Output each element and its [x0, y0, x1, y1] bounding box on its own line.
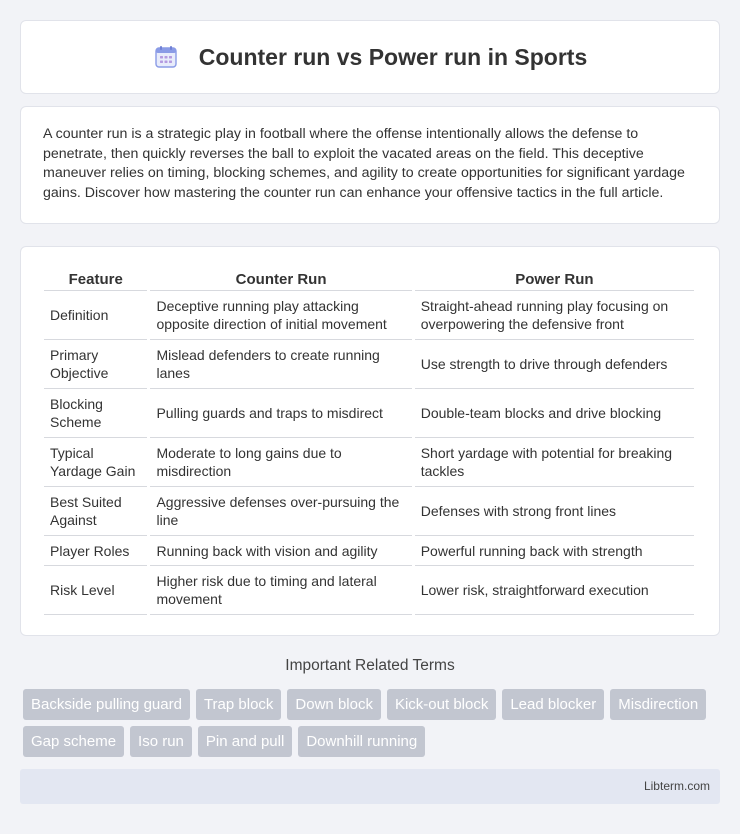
- table-row: [44, 566, 694, 615]
- row-feature: Player Roles: [44, 536, 147, 566]
- page-title: Counter run vs Power run in Sports: [198, 43, 588, 70]
- row-power-value: Defenses with strong front lines: [415, 487, 694, 536]
- tag-kick-out-block[interactable]: Kick-out block: [387, 689, 496, 720]
- table-row: [44, 291, 694, 340]
- title-card: [20, 20, 720, 94]
- table-row: [44, 389, 694, 438]
- row-feature: Definition: [44, 291, 147, 340]
- tag-iso-run[interactable]: Iso run: [130, 726, 192, 757]
- tag-backside-pulling-guard[interactable]: Backside pulling guard: [23, 689, 190, 720]
- footer: [20, 769, 720, 804]
- intro-text: A counter run is a strategic play in football where the offense intentionally allows the defense to penetrate, then quickly reverses the ball to exploit the vacated areas on the field. This deceptive maneuver relies on timing, blocking schemes, and agility to create opportunities for significant yardage gains. Discover how mastering the counter run can enhance your offensive tactics in the full article.: [43, 126, 685, 201]
- table-header-row: [44, 267, 694, 291]
- row-counter-value: Moderate to long gains due to misdirection: [150, 438, 411, 487]
- row-feature: Risk Level: [44, 566, 147, 615]
- row-counter-value: Running back with vision and agility: [150, 536, 411, 566]
- table-row: [44, 487, 694, 536]
- footer-site-link[interactable]: Libterm.com: [643, 779, 710, 793]
- calendar-icon: [153, 44, 179, 70]
- row-power-value: Straight-ahead running play focusing on overpowering the defensive front: [415, 291, 694, 340]
- row-counter-value: Mislead defenders to create running lanes: [150, 340, 411, 389]
- row-feature: Blocking Scheme: [44, 389, 147, 438]
- row-feature: Primary Objective: [44, 340, 147, 389]
- row-feature: Best Suited Against: [44, 487, 147, 536]
- header-counter-run: Counter Run: [150, 267, 411, 291]
- tag-trap-block[interactable]: Trap block: [196, 689, 281, 720]
- intro-card: [20, 106, 720, 224]
- row-power-value: Double-team blocks and drive blocking: [415, 389, 694, 438]
- header-power-run: Power Run: [415, 267, 694, 291]
- table-row: [44, 536, 694, 566]
- row-counter-value: Pulling guards and traps to misdirect: [150, 389, 411, 438]
- tag-down-block[interactable]: Down block: [287, 689, 381, 720]
- row-counter-value: Deceptive running play attacking opposite direction of initial movement: [150, 291, 411, 340]
- tag-downhill-running[interactable]: Downhill running: [298, 726, 425, 757]
- tag-pin-and-pull[interactable]: Pin and pull: [198, 726, 292, 757]
- comparison-table-card: [20, 246, 720, 636]
- tag-misdirection[interactable]: Misdirection: [610, 689, 706, 720]
- row-power-value: Short yardage with potential for breaking tackles: [415, 438, 694, 487]
- comparison-table: [41, 267, 697, 615]
- related-terms-list: [23, 689, 723, 757]
- table-row: [44, 340, 694, 389]
- table-row: [44, 438, 694, 487]
- row-counter-value: Higher risk due to timing and lateral movement: [150, 566, 411, 615]
- row-power-value: Use strength to drive through defenders: [415, 340, 694, 389]
- header-feature: Feature: [44, 267, 147, 291]
- row-power-value: Lower risk, straightforward execution: [415, 566, 694, 615]
- related-terms-title: Important Related Terms: [285, 657, 455, 674]
- tag-lead-blocker[interactable]: Lead blocker: [502, 689, 604, 720]
- row-feature: Typical Yardage Gain: [44, 438, 147, 487]
- row-counter-value: Aggressive defenses over-pursuing the line: [150, 487, 411, 536]
- tag-gap-scheme[interactable]: Gap scheme: [23, 726, 124, 757]
- row-power-value: Powerful running back with strength: [415, 536, 694, 566]
